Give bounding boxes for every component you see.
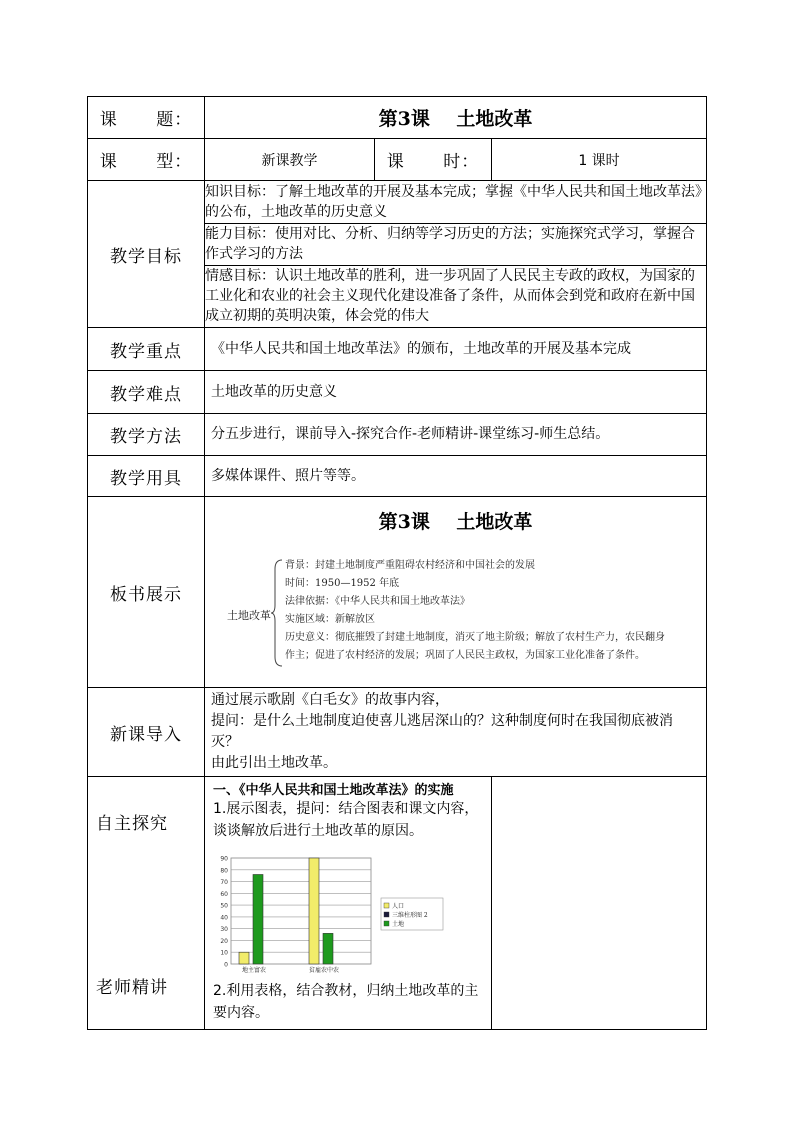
bar (309, 858, 319, 964)
methods-label: 教学方法 (88, 414, 205, 456)
y-tick-label: 20 (220, 937, 228, 945)
type-label: 课 型： (88, 139, 205, 181)
board-items (285, 557, 665, 665)
board-root: 土地改革 (227, 609, 271, 622)
methods-value: 分五步进行，课前导入-探究合作-老师精讲-课堂练习-师生总结。 (205, 414, 707, 456)
explore-heading: 一、《中华人民共和国土地改革法》的实施 (213, 783, 454, 798)
y-tick-label: 10 (220, 949, 228, 957)
title-label: 课 题： (88, 97, 205, 139)
legend-swatch (384, 921, 389, 926)
board-item-significance: 历史意义：彻底摧毁了封建土地制度，消灭了地主阶级；解放了农村生产力，农民翻身 (285, 632, 665, 643)
difficulties-value: 土地改革的历史意义 (205, 371, 707, 414)
teacher-label: 老师精讲 (96, 978, 168, 998)
lesson-plan-table (87, 96, 707, 1030)
y-tick-label: 50 (220, 902, 228, 910)
y-tick-label: 30 (220, 926, 228, 934)
board-item-time: 时间：1950—1952 年底 (285, 578, 400, 589)
explore-notes-cell (492, 777, 707, 1030)
bar (239, 952, 249, 964)
plot-area (231, 858, 371, 964)
board-label: 板书展示 (88, 497, 205, 688)
tools-label: 教学用具 (88, 456, 205, 497)
legend-swatch (384, 912, 389, 917)
difficulties-label: 教学难点 (88, 371, 205, 414)
explore-label: 自主探究 (96, 814, 168, 834)
bar (323, 933, 333, 964)
bar (253, 874, 263, 964)
board-item-law: 法律依据：《中华人民共和国土地改革法》 (285, 596, 470, 607)
x-tick-label: 贫雇农中农 (308, 967, 340, 974)
legend-label: 三维柱形图 2 (392, 912, 428, 919)
explore-step-2: 2.利用表格，结合教材，归纳土地改革的主要内容。 (213, 983, 479, 1021)
intro-label: 新课导入 (88, 688, 205, 777)
hours-label: 课 时： (375, 139, 492, 181)
intro-line-1: 通过展示歌剧《白毛女》的故事内容， (211, 692, 449, 708)
x-tick-label: 地主富农 (241, 967, 267, 974)
board-title: 第3课 土地改革 (378, 511, 533, 533)
board-item-significance-cont: 作主；促进了农村经济的发展；巩固了人民民主政权，为国家工业化准备了条件。 (285, 650, 645, 661)
key-points-value: 《中华人民共和国土地改革法》的颁布，土地改革的开展及基本完成 (205, 328, 707, 371)
chart-container (205, 854, 491, 976)
explore-step-1: 1.展示图表，提问：结合图表和课文内容，谈谈解放后进行土地改革的原因。 (213, 801, 479, 839)
lesson-title: 第3课 土地改革 (205, 97, 707, 139)
intro-line-3: 由此引出土地改革。 (211, 755, 337, 771)
y-tick-label: 40 (220, 914, 228, 922)
legend-label: 人口 (392, 903, 405, 910)
emotion-objective: 情感目标：认识土地改革的胜利，进一步巩固了人民民主专政的政权，为国家的工业化和农业的社会主义现代化建设准备了条件，从而体会到党和政府在新中国成立初期的英明决策，体会党的伟大 (205, 268, 695, 325)
objectives-label: 教学目标 (88, 181, 205, 328)
hours-value: 1 课时 (492, 139, 707, 181)
objectives-list (205, 181, 706, 327)
board-item-region: 实施区域：新解放区 (285, 614, 375, 625)
board-brace (271, 559, 283, 667)
intro-line-2: 提问：是什么土地制度迫使喜儿逃居深山的？这种制度何时在我国彻底被消灭？ (211, 713, 673, 750)
board-item-background: 背景：封建土地制度严重阻碍农村经济和中国社会的发展 (285, 560, 535, 571)
y-tick-label: 90 (220, 855, 228, 863)
bar-chart (205, 854, 492, 976)
y-tick-label: 0 (224, 961, 228, 969)
y-tick-label: 80 (220, 867, 228, 875)
legend-swatch (384, 903, 389, 908)
y-tick-label: 70 (220, 879, 228, 887)
tools-value: 多媒体课件、照片等等。 (205, 456, 707, 497)
knowledge-objective: 知识目标：了解土地改革的开展及基本完成；掌握《中华人民共和国土地改革法》的公布，土地改革的历史意义 (205, 181, 706, 223)
board-display (205, 497, 706, 687)
y-tick-label: 60 (220, 890, 228, 898)
type-value: 新课教学 (205, 139, 375, 181)
legend-label: 土地 (392, 921, 405, 928)
key-points-label: 教学重点 (88, 328, 205, 371)
ability-objective: 能力目标：使用对比、分析、归纳等学习历史的方法；实施探究式学习，掌握合作式学习的方法 (205, 223, 706, 265)
